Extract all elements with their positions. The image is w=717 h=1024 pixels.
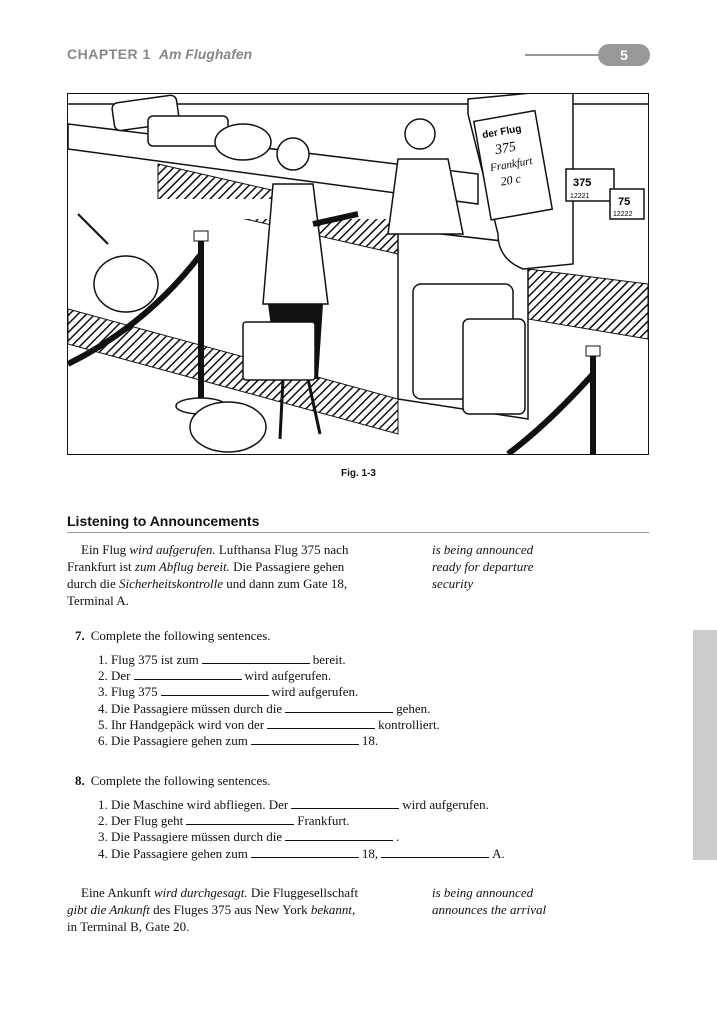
answer-blank[interactable] [267, 718, 375, 729]
section-title: Listening to Announcements [67, 513, 260, 529]
chapter-title: Am Flughafen [158, 46, 253, 62]
list-item: 3. Flug 375 wird aufgerufen. [98, 684, 359, 700]
answer-blank[interactable] [291, 798, 399, 809]
list-item: 1. Flug 375 ist zum bereit. [98, 652, 346, 667]
airport-illustration [67, 93, 649, 455]
answer-blank[interactable] [161, 685, 269, 696]
sign-line-4: 20 c [499, 171, 522, 189]
list-item: 4. Die Passagiere gehen zum 18, A. [98, 845, 505, 861]
gloss-item: security [432, 576, 474, 591]
answer-blank[interactable] [285, 702, 393, 713]
gloss-departure [432, 541, 632, 592]
tag-bottom-code: 12222 [613, 211, 633, 218]
page-edge-tab [693, 630, 717, 860]
answer-blank[interactable] [251, 847, 359, 858]
list-item: 4. Die Passagiere müssen durch die gehen. [98, 700, 431, 716]
chapter-label [67, 46, 252, 62]
page-number: 5 [598, 44, 650, 66]
tag-top-code: 12221 [570, 193, 590, 200]
gloss-item: is being announced [432, 885, 534, 900]
paragraph-arrival: Eine Ankunft wird durchgesagt. Die Fluggesellschaft gibt die Ankunft des Fluges 375 aus New York bekannt, in Terminal B, Gate 20. [67, 885, 359, 934]
tag-top-number: 375 [573, 177, 592, 189]
check-in-counter-drawing [68, 94, 648, 454]
list-item: 5. Ihr Handgepäck wird von der kontrolliert. [98, 716, 440, 732]
answer-blank[interactable] [202, 653, 310, 664]
section-rule [67, 532, 649, 533]
answer-blank[interactable] [381, 847, 489, 858]
gloss-item: announces the arrival [432, 902, 547, 917]
exercise-7-heading: 7. Complete the following sentences. [75, 628, 271, 643]
sign-line-1: der Flug [481, 123, 523, 142]
list-item: 1. Die Maschine wird abfliegen. Der wird aufgerufen. [98, 797, 489, 812]
paragraph-departure: Ein Flug wird aufgerufen. Lufthansa Flug 375 nach Frankfurt ist zum Abflug bereit. Die Passagiere gehen durch die Sicherheitskontrolle und dann zum Gate 18, Terminal A. [67, 542, 349, 608]
figure-caption: Fig. 1-3 [340, 468, 376, 479]
list-item: 2. Der wird aufgerufen. [98, 668, 332, 684]
sign-line-2: 375 [493, 139, 518, 159]
answer-blank[interactable] [251, 734, 359, 745]
header-rule [525, 54, 605, 56]
answer-blank[interactable] [134, 669, 242, 680]
list-item: 6. Die Passagiere gehen zum 18. [98, 733, 379, 749]
tag-bottom-number: 75 [618, 196, 631, 208]
exercise-7-items [98, 652, 440, 749]
gloss-item: ready for departure [432, 559, 534, 574]
gloss-arrival [432, 884, 632, 918]
chapter-number: CHAPTER 1 [67, 46, 151, 62]
list-item: 2. Der Flug geht Frankfurt. [98, 813, 350, 829]
list-item: 3. Die Passagiere müssen durch die . [98, 829, 400, 845]
gloss-item: is being announced [432, 542, 534, 557]
exercise-8-heading: 8. Complete the following sentences. [75, 773, 271, 788]
sign-line-3: Frankfurt [489, 154, 534, 175]
exercise-8-items [98, 797, 505, 862]
answer-blank[interactable] [285, 830, 393, 841]
page-header [67, 44, 650, 68]
answer-blank[interactable] [186, 814, 294, 825]
